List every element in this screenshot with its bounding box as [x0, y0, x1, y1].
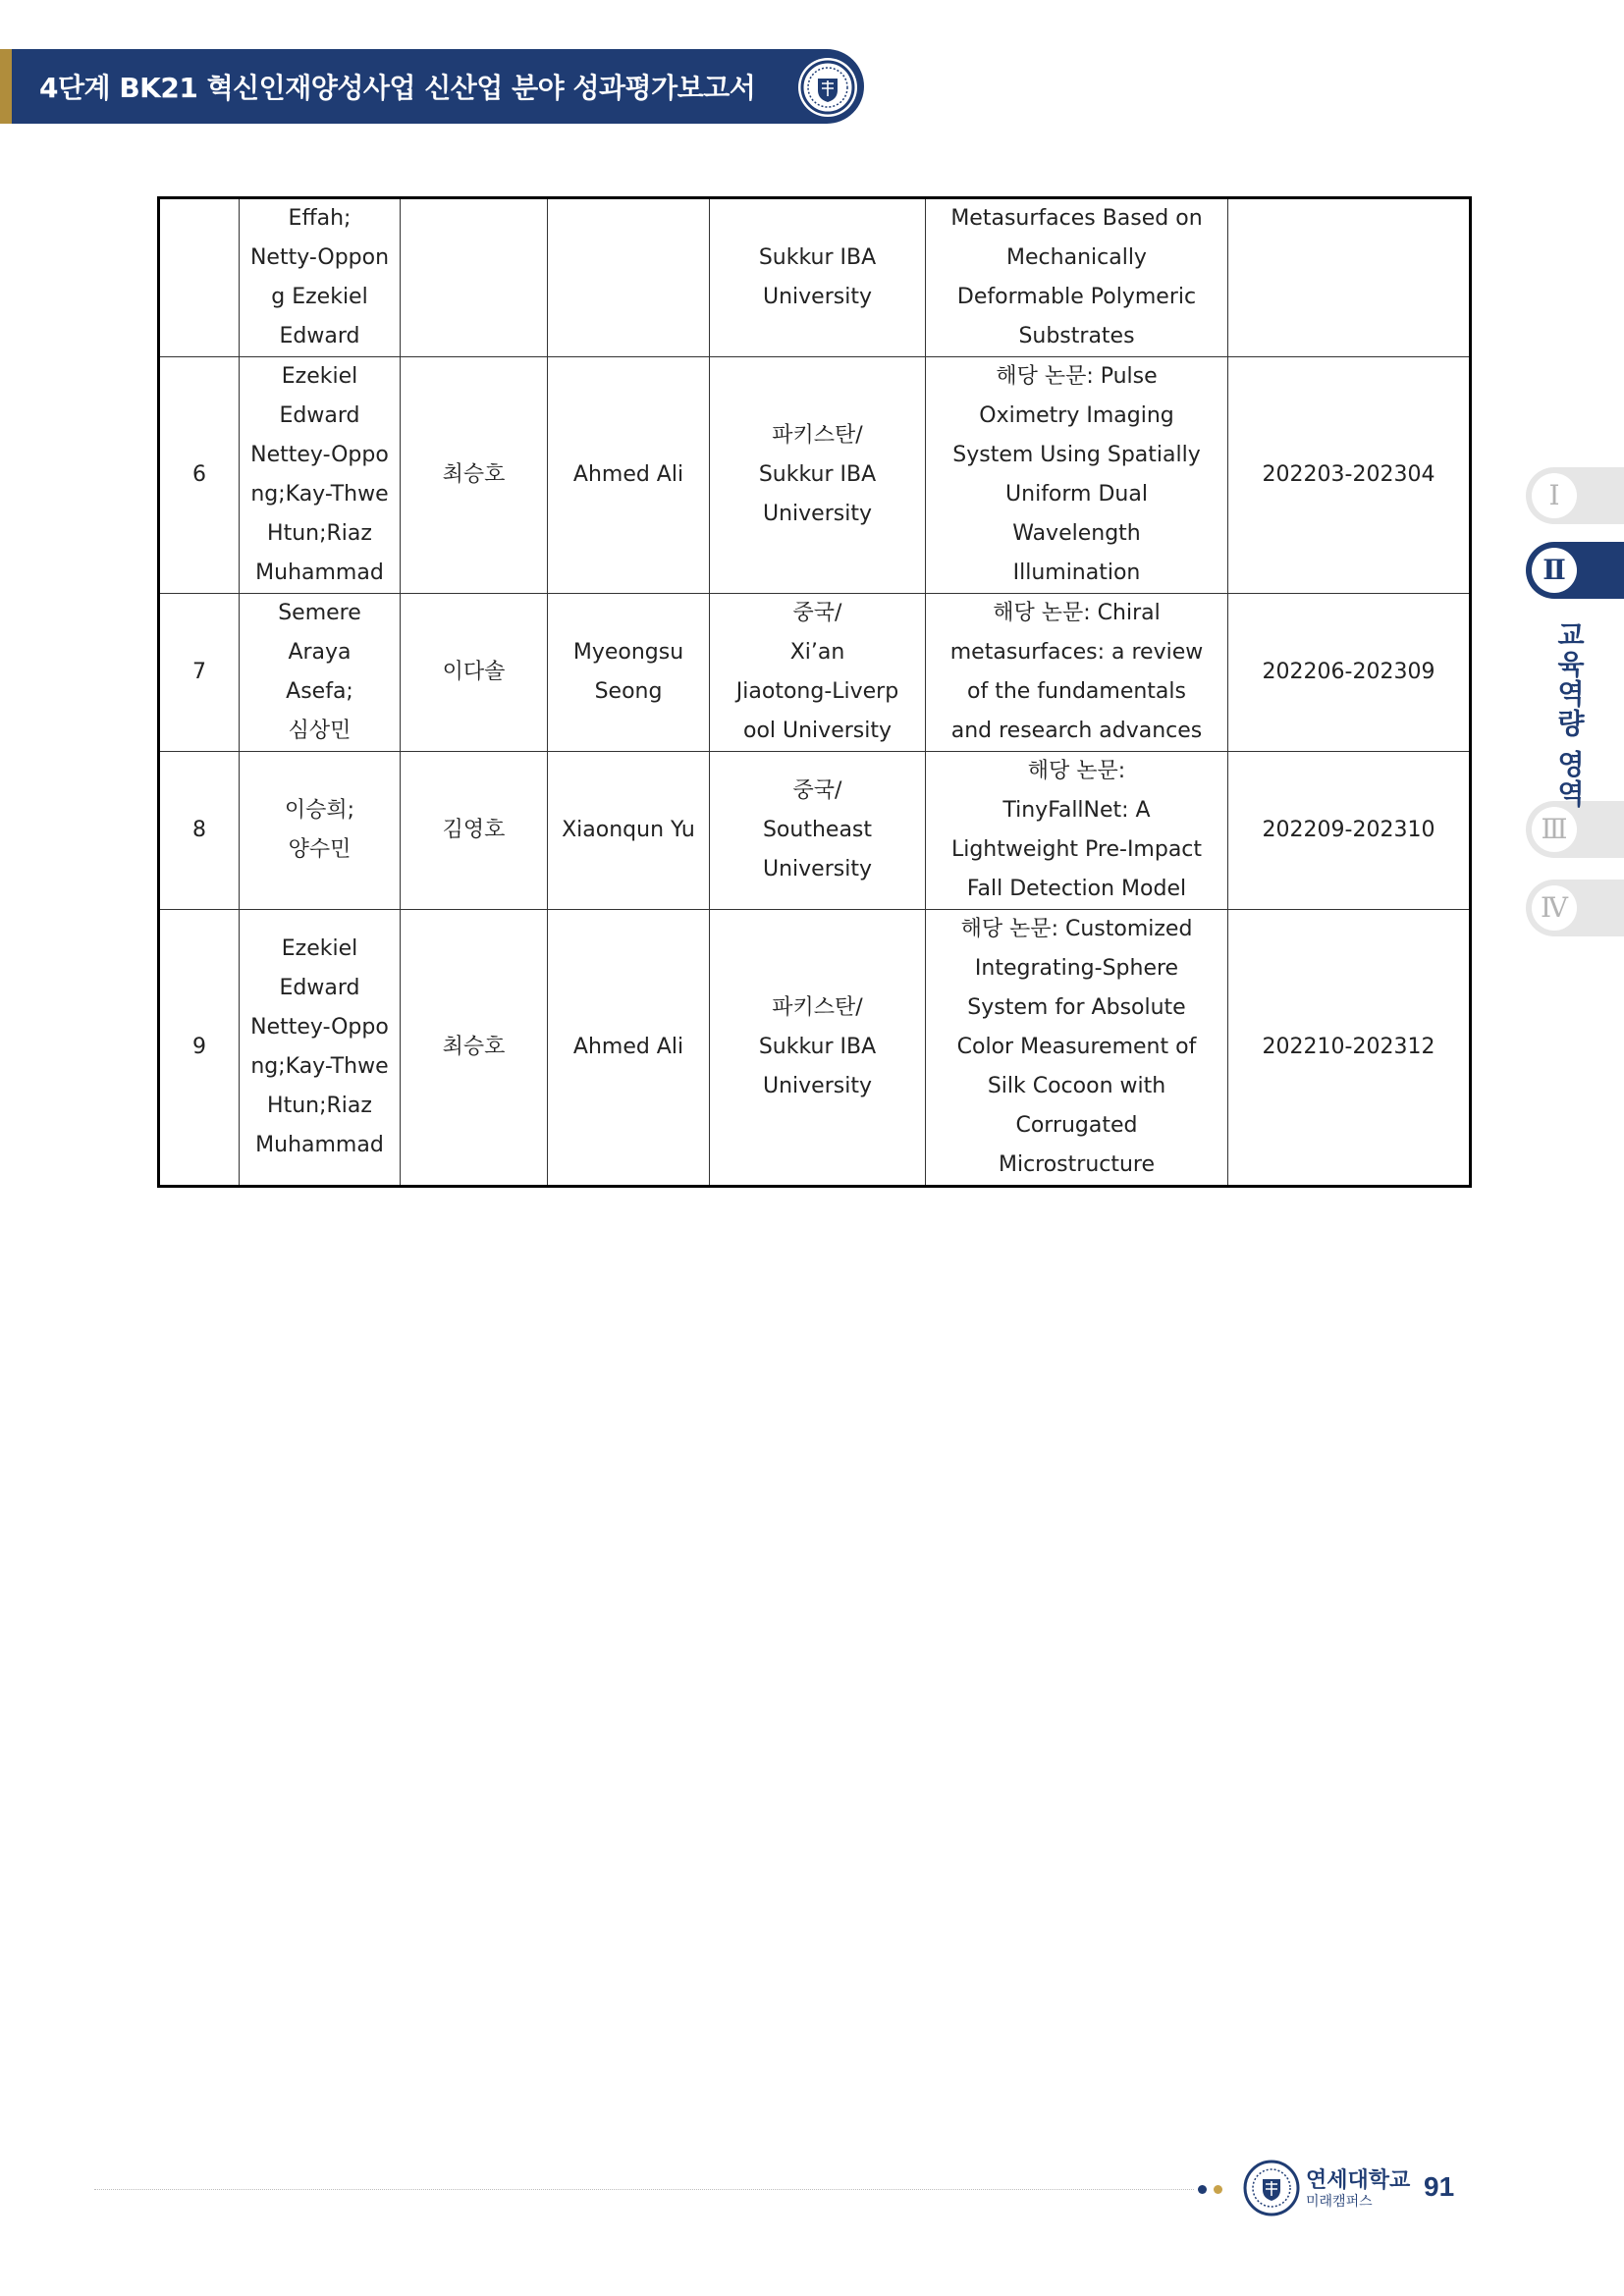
cell-line: Fall Detection Model	[966, 877, 1187, 901]
participants-cell	[240, 357, 401, 594]
participants-cell	[240, 594, 401, 752]
cell-line: Seong	[594, 679, 663, 704]
cell-line: University	[763, 1074, 872, 1098]
cell-line: 파키스탄/	[772, 423, 863, 448]
cell-line: Oximetry Imaging	[979, 403, 1174, 428]
cell-line: Southeast	[762, 818, 873, 842]
cell-line: 해당 논문: Chiral	[993, 601, 1161, 625]
section-tab-3[interactable]	[1526, 801, 1624, 858]
cell-line: University	[763, 502, 872, 526]
cell-line: Xiaonqun Yu	[562, 818, 695, 842]
exchange-table-body	[159, 198, 1471, 1187]
counterpart-cell	[548, 198, 710, 357]
cell-line: 이승희;	[284, 798, 355, 823]
cell-line: Ezekiel	[281, 936, 358, 961]
period-cell: 202209-202310	[1228, 752, 1471, 910]
row-number-cell: 6	[159, 357, 240, 594]
cell-line: System for Absolute	[967, 995, 1186, 1020]
cell-line: Edward	[279, 403, 360, 428]
cell-line: ng;Kay-Thwe	[250, 1054, 389, 1079]
institution-cell	[710, 910, 926, 1187]
section-tab-numeral: Ⅲ	[1532, 807, 1577, 852]
cell-line: Edward	[279, 976, 360, 1000]
content-cell	[926, 752, 1228, 910]
cell-line: Ahmed Ali	[572, 462, 684, 487]
cell-line: Uniform Dual	[1005, 482, 1148, 507]
participants-cell	[240, 752, 401, 910]
footer-divider	[94, 2189, 1194, 2190]
cell-line: Edward	[279, 324, 360, 348]
footer-dot-gold	[1214, 2185, 1222, 2194]
counterpart-cell	[548, 910, 710, 1187]
period-cell	[1228, 198, 1471, 357]
institution-cell	[710, 198, 926, 357]
footer-campus-name: 미래캠퍼스	[1306, 2194, 1373, 2210]
cell-line: 해당 논문: Customized	[960, 917, 1193, 941]
cell-line: Nettey-Oppo	[250, 443, 389, 467]
cell-line: 중국/	[792, 601, 842, 625]
cell-line: Corrugated	[1015, 1113, 1138, 1138]
table-row	[159, 198, 1471, 357]
cell-line: Htun;Riaz	[267, 1094, 372, 1118]
counterpart-cell	[548, 594, 710, 752]
cell-line: Illumination	[1012, 561, 1141, 585]
cell-line: g Ezekiel	[271, 285, 368, 309]
cell-line: and research advances	[950, 719, 1203, 743]
cell-line: 중국/	[792, 778, 842, 803]
cell-line: Ahmed Ali	[572, 1035, 684, 1059]
section-tab-2[interactable]	[1526, 542, 1624, 599]
period-cell: 202203-202304	[1228, 357, 1471, 594]
cell-line: System Using Spatially	[952, 443, 1201, 467]
footer-dot-navy	[1198, 2185, 1207, 2194]
cell-line: Ezekiel	[281, 364, 358, 389]
cell-line: 파키스탄/	[772, 995, 863, 1020]
section-tab-numeral: Ⅳ	[1532, 885, 1577, 931]
cell-line: Jiaotong-Liverp	[735, 679, 899, 704]
section-tab-4[interactable]	[1526, 880, 1624, 936]
cell-line: Wavelength	[1012, 521, 1141, 546]
cell-line: Sukkur IBA	[758, 245, 877, 270]
participants-cell	[240, 198, 401, 357]
cell-line: Sukkur IBA	[758, 1035, 877, 1059]
cell-line: ool University	[742, 719, 892, 743]
cell-line: Metasurfaces Based on	[950, 206, 1203, 231]
cell-line: ng;Kay-Thwe	[250, 482, 389, 507]
content-cell	[926, 357, 1228, 594]
cell-line: Substrates	[1018, 324, 1135, 348]
cell-line: University	[763, 285, 872, 309]
cell-line: Deformable Polymeric	[956, 285, 1197, 309]
institution-cell	[710, 357, 926, 594]
cell-line: Muhammad	[255, 1133, 384, 1157]
cell-line: Asefa;	[286, 679, 353, 704]
cell-line: Myeongsu	[572, 640, 684, 665]
cell-line: Mechanically	[1006, 245, 1147, 270]
exchange-table	[157, 196, 1472, 1188]
yonsei-emblem-icon	[1243, 2160, 1300, 2216]
table-row	[159, 594, 1471, 752]
cell-line: metasurfaces: a review	[949, 640, 1204, 665]
professor-cell: 최승호	[401, 357, 548, 594]
professor-cell	[401, 198, 548, 357]
cell-line: Silk Cocoon with	[987, 1074, 1166, 1098]
cell-line: Araya	[288, 640, 352, 665]
exchange-table-container	[157, 196, 1469, 1177]
cell-line: 해당 논문:	[1027, 759, 1126, 783]
cell-line: of the fundamentals	[967, 679, 1186, 704]
counterpart-cell	[548, 357, 710, 594]
footer-university-name: 연세대학교	[1306, 2168, 1411, 2193]
yonsei-emblem-icon	[797, 57, 858, 118]
cell-line: Integrating-Sphere	[974, 956, 1179, 981]
cell-line: Xi’an	[789, 640, 845, 665]
content-cell	[926, 910, 1228, 1187]
professor-cell: 이다솔	[401, 594, 548, 752]
cell-line: Nettey-Oppo	[250, 1015, 389, 1040]
table-row	[159, 752, 1471, 910]
row-number-cell: 8	[159, 752, 240, 910]
cell-line: Semere	[278, 601, 361, 625]
report-title: 4단계 BK21 혁신인재양성사업 신산업 분야 성과평가보고서	[39, 72, 756, 104]
cell-line: Htun;Riaz	[267, 521, 372, 546]
cell-line: 심상민	[288, 719, 352, 743]
cell-line: Microstructure	[998, 1152, 1156, 1177]
row-number-cell: 9	[159, 910, 240, 1187]
cell-line: Netty-Oppon	[249, 245, 390, 270]
section-tab-numeral: Ⅱ	[1532, 548, 1577, 593]
header-accent-bar	[0, 49, 12, 124]
section-tab-1[interactable]	[1526, 467, 1624, 524]
professor-cell: 최승호	[401, 910, 548, 1187]
row-number-cell: 7	[159, 594, 240, 752]
table-row	[159, 910, 1471, 1187]
cell-line: Color Measurement of	[956, 1035, 1197, 1059]
content-cell	[926, 198, 1228, 357]
participants-cell	[240, 910, 401, 1187]
cell-line: Sukkur IBA	[758, 462, 877, 487]
cell-line: TinyFallNet: A	[1002, 798, 1151, 823]
cell-line: Muhammad	[255, 561, 384, 585]
counterpart-cell	[548, 752, 710, 910]
table-row	[159, 357, 1471, 594]
cell-line: Lightweight Pre-Impact	[950, 837, 1203, 862]
content-cell	[926, 594, 1228, 752]
cell-line: University	[763, 857, 872, 881]
cell-line: Effah;	[288, 206, 352, 231]
period-cell: 202206-202309	[1228, 594, 1471, 752]
period-cell: 202210-202312	[1228, 910, 1471, 1187]
row-number-cell	[159, 198, 240, 357]
section-tab-numeral: Ⅰ	[1532, 473, 1577, 518]
section-side-label: 교육역량 영역	[1553, 620, 1586, 809]
institution-cell	[710, 752, 926, 910]
institution-cell	[710, 594, 926, 752]
cell-line: 양수민	[288, 837, 352, 862]
cell-line: 해당 논문: Pulse	[996, 364, 1158, 389]
page-number: 91	[1424, 2171, 1455, 2202]
professor-cell: 김영호	[401, 752, 548, 910]
